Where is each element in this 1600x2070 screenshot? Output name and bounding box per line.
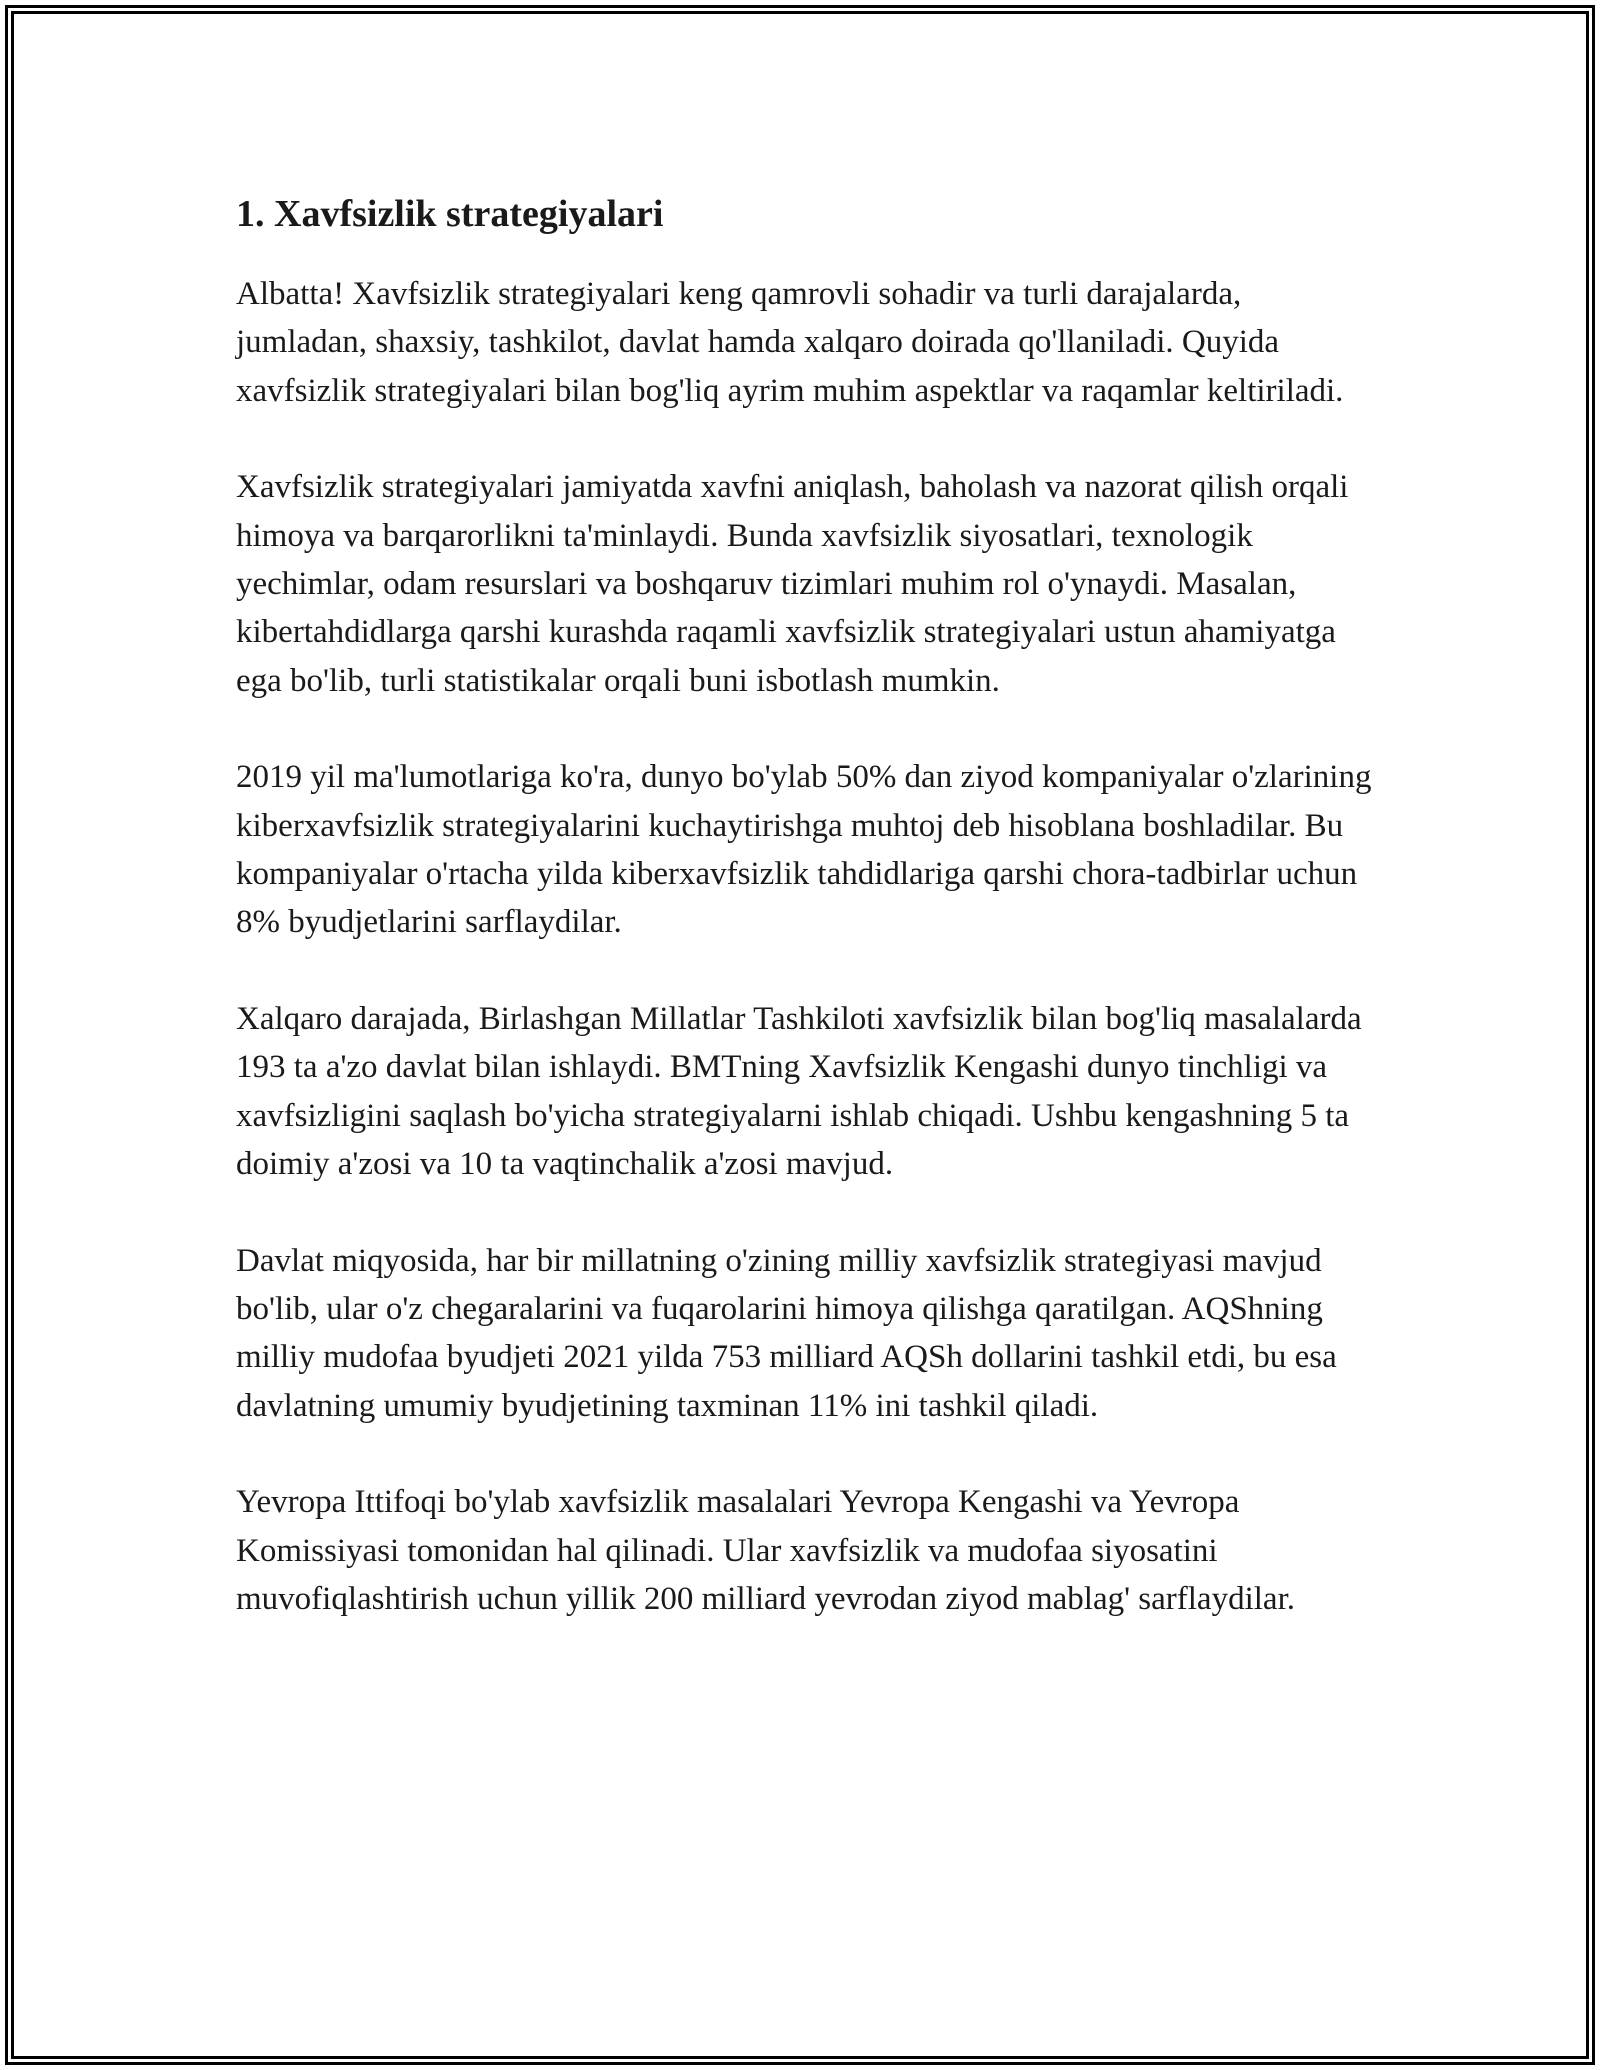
paragraph-overview: Xavfsizlik strategiyalari jamiyatda xavfni aniqlash, baholash va nazorat qilish orqali himoya va barqarorlikni ta'minlaydi. Bunda xavfsizlik siyosatlari, texnologik yechimlar, odam resurslari va boshqaruv tizimlari muhim rol o'ynaydi. Masalan, kibertahdidlarga qarshi kurashda raqamli xavfsizlik strategiyalari ustun ahamiyatga ega bo'lib, turli statistikalar orqali buni isbotlash mumkin.	[236, 469, 1349, 699]
paragraph-intro: Albatta! Xavfsizlik strategiyalari keng qamrovli sohadir va turli darajalarda, jumladan, shaxsiy, tashkilot, davlat hamda xalqaro doirada qo'llaniladi. Quyida xavfsizlik strategiyalari bilan bog'liq ayrim muhim aspektlar va raqamlar keltiriladi.	[236, 276, 1344, 409]
paragraph-cyber-stats: 2019 yil ma'lumotlariga ko'ra, dunyo bo'ylab 50% dan ziyod kompaniyalar o'zlarining kiberxavfsizlik strategiyalarini kuchaytirishga muhtoj deb hisoblana boshladilar. Bu kompaniyalar o'rtacha yilda kiberxavfsizlik tahdidlariga qarshi chora-tadbirlar uchun 8% byudjetlarini sarflaydilar.	[236, 759, 1372, 941]
paragraph-national: Davlat miqyosida, har bir millatning o'zining milliy xavfsizlik strategiyasi mavjud bo'lib, ular o'z chegaralarini va fuqarolarini himoya qilishga qaratilgan. AQShning milliy mudofaa byudjeti 2021 yilda 753 milliard AQSh dollarini tashkil etdi, bu esa davlatning umumiy byudjetining taxminan 11% ini tashkil qiladi.	[236, 1242, 1337, 1424]
section-heading: 1. Xavfsizlik strategiyalari	[236, 193, 664, 235]
paragraph-international: Xalqaro darajada, Birlashgan Millatlar Tashkiloti xavfsizlik bilan bog'liq masalalarda 193 ta a'zo davlat bilan ishlaydi. BMTning Xavfsizlik Kengashi dunyo tinchligi va xavfsizligini saqlash bo'yicha strategiyalarni ishlab chiqadi. Ushbu kengashning 5 ta doimiy a'zosi va 10 ta vaqtinchalik a'zosi mavjud.	[236, 1000, 1362, 1183]
paragraph-eu: Yevropa Ittifoqi bo'ylab xavfsizlik masalalari Yevropa Kengashi va Yevropa Komissiyasi tomonidan hal qilinadi. Ular xavfsizlik va mudofaa siyosatini muvofiqlashtirish uchun yillik 200 milliard yevrodan ziyod mablag' sarflaydilar.	[236, 1484, 1295, 1617]
document-body	[236, 188, 1376, 1671]
